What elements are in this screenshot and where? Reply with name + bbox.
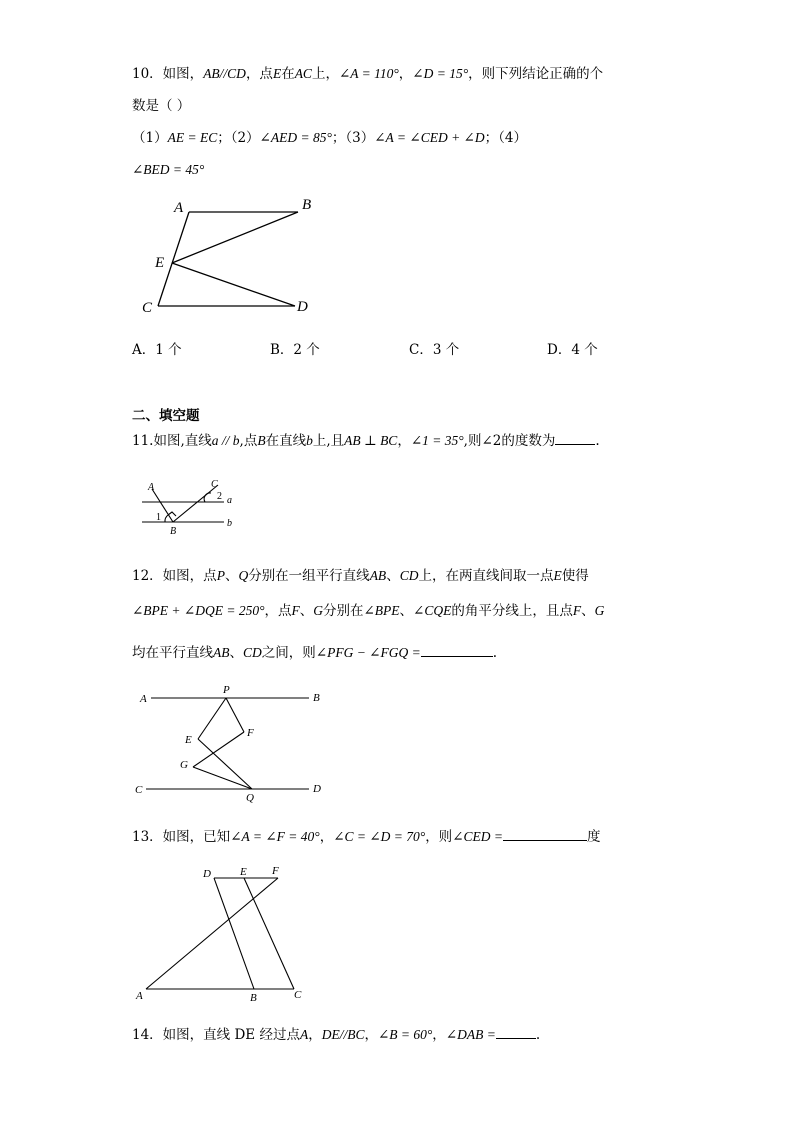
q14-answer-blank[interactable] [496, 1024, 536, 1039]
q12-label-q: Q [246, 792, 254, 804]
q13-segment-ec [244, 878, 294, 989]
q12-stem-line1: 12．如图，点P、Q分别在一组平行直线AB、CD上，在两直线间取一点E使得 [132, 568, 589, 584]
q11-label-angle1: 1 [156, 512, 161, 523]
q14-stem: 14．如图，直线 DE 经过点A，DE//BC，∠B = 60°，∠DAB = . [132, 1024, 540, 1045]
q10-label-d: D [297, 299, 308, 315]
q12-label-e: E [185, 734, 192, 746]
q13-segment-af [146, 878, 278, 989]
q13-label-a: A [136, 990, 143, 1002]
q12-label-p: P [223, 684, 230, 696]
q12-label-d: D [313, 783, 321, 795]
q10-option-d[interactable]: D．4 个 [547, 342, 598, 358]
q11-label-a-point: A [148, 482, 155, 493]
q10-label-c: C [142, 300, 153, 316]
q12-label-a: A [140, 693, 147, 705]
q11-label-line-b: b [227, 518, 232, 529]
q12-label-b: B [313, 692, 320, 704]
q12-label-f: F [247, 727, 254, 739]
q10-conclusions-line2: ∠BED = 45° [132, 162, 205, 177]
q11-label-line-a: a [227, 495, 232, 506]
q13-label-d: D [203, 868, 211, 880]
q11-label-c-point: C [211, 479, 218, 490]
q13-segment-db [214, 878, 254, 989]
q12-label-g: G [180, 759, 188, 771]
q13-stem: 13．如图，已知∠A = ∠F = 40°，∠C = ∠D = 70°，则∠CED = 度 [132, 826, 600, 847]
q13-label-f: F [272, 865, 279, 877]
q11-label-b-point: B [170, 526, 177, 537]
q12-label-c: C [135, 784, 143, 796]
q10-stem-line1: 10．如图，AB//CD，点E在AC上，∠A = 110°，∠D = 15°，则下列结论正确的个 [132, 66, 604, 82]
q11-stem: 11.如图,直线a // b,点B在直线b上,且AB ⊥ BC，∠1 = 35°,则∠2的度数为 . [132, 430, 600, 451]
q13-label-c: C [294, 989, 302, 1001]
q12-stem-line2: ∠BPE + ∠DQE = 250°，点F、G分别在∠BPE、∠CQE的角平分线上，且点F、G [132, 603, 605, 619]
section-title: 二、填空题 [132, 408, 200, 424]
q13-label-b: B [250, 992, 257, 1004]
q10-label-e: E [155, 255, 165, 271]
q11-label-angle2: 2 [217, 491, 222, 502]
q13-label-e: E [240, 866, 247, 878]
q12-stem-line3: 均在平行直线AB、CD之间，则∠PFG − ∠FGQ = . [132, 642, 497, 663]
q10-option-c[interactable]: C．3 个 [409, 342, 460, 358]
q10-label-a: A [174, 200, 184, 216]
q10-stem-line2: 数是（ ） [132, 98, 191, 114]
q10-label-b: B [302, 197, 312, 213]
q10-option-a[interactable]: A．1 个 [132, 342, 182, 358]
q10-conclusions-line1: （1）AE = EC；（2）∠AED = 85°；（3）∠A = ∠CED + ∠D；（4） [132, 130, 527, 146]
q10-option-b[interactable]: B．2 个 [270, 342, 320, 358]
